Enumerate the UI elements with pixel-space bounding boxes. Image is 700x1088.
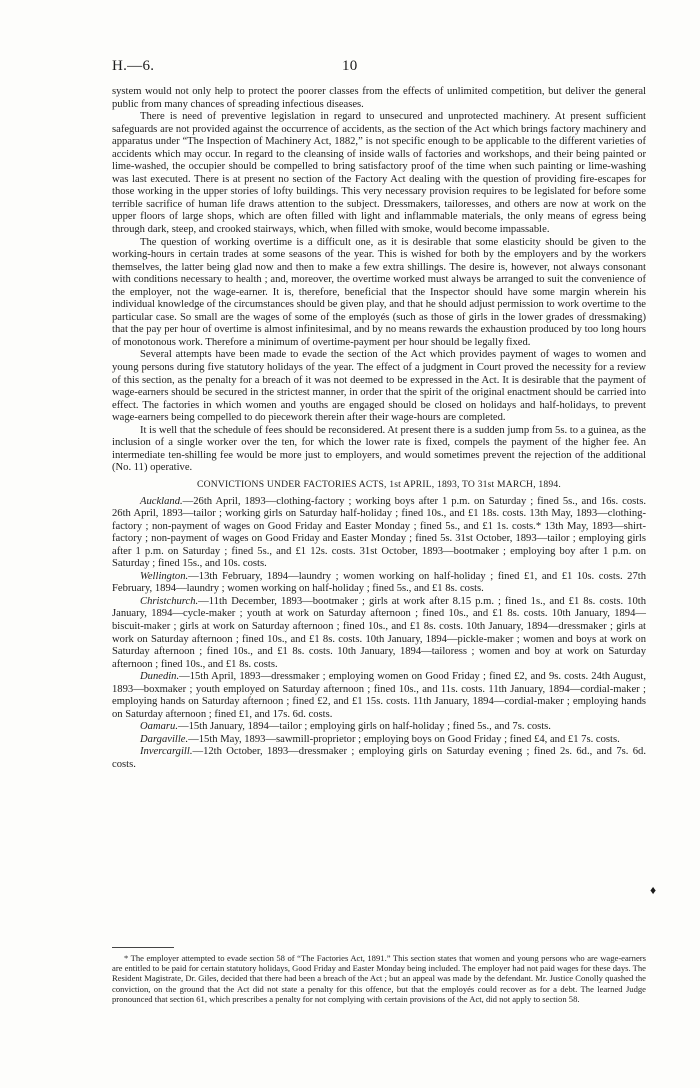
footnote-text: * The employer attempted to evade section 58 of “The Factories Act, 1891.” This section states that women and young persons who are wage-earners are entitled to be paid for certain statutory holidays, Good Friday and Easter Monday being included. The employer had not paid wages for these days. The Resident Magistrate, Dr. Giles, decided that there had been a breach of the Act ; but an appeal was made by the defendant. Mr. Justice Conolly quashed the conviction, on the ground that the Act did not state a penalty for this offence, but that the employés could recover as for a debt. The learned Judge pronounced that section 61, which prescribes a penalty for not complying with certain provisions of the Act, did not apply to section 58. [112,953,646,1004]
conviction-entry [112,496,646,571]
conviction-text: —15th January, 1894—tailor ; employing girls on half-holiday ; fined 5s., and 7s. costs. [177,721,551,733]
conviction-text: —15th April, 1893—dressmaker ; employing women on Good Friday ; fined £2, and 9s. costs. 24th August, 1893—boxmaker ; youth employed on Saturday afternoon ; fined 10s., and 11s. costs. 11th January, 1894—cordial-maker ; employing hands on Saturday afternoon ; fined £2, and £1 15s. costs. 11th January, 1894—cordial-maker ; employing hands on Saturday afternoon ; fined £1, and 17s. 6d. costs. [112,671,646,720]
footnote [112,953,646,1004]
conviction-entry [112,746,646,771]
conviction-place: Wellington. [140,570,189,582]
conviction-entry [112,721,646,734]
report-code: H.—6. [112,58,155,74]
paragraph: There is need of preventive legislation in regard to unsecured and unprotected machinery. At present sufficient safeguards are not provided against the occurrence of accidents, as the section of the Act which brings factory machinery and apparatus under “The Inspection of Machinery Act, 1882,” is not specific enough to be applicable to the different varieties of accidents which may occur. In regard to the cleansing of inside walls of factories and workshops, and their being painted or lime-washed, the occupier should be compelled to bring satisfactory proof of the time when such painting or lime-washing was last executed. There is at present no section of the Factory Act dealing with the question of providing fire-escapes for those working in the upper stories of lofty buildings. This very necessary provision requires to be legislated for before some terrible sacrifice of human life draws attention to the subject. Dressmakers, tailoresses, and others are now at work on the upper floors of large shops, which are often filled with light and inflammable materials, the only means of egress being through dark, steep, and crooked stairways, which, when filled with smoke, would become impassable. [112,111,646,236]
convictions-heading: CONVICTIONS UNDER FACTORIES ACTS, 1st APRIL, 1893, TO 31st MARCH, 1894. [197,478,561,490]
conviction-place: Christchurch. [140,595,199,607]
conviction-place: Oamaru. [140,721,178,733]
conviction-entry [112,596,646,671]
margin-mark: ♦ [650,883,657,897]
conviction-text: —26th April, 1893—clothing-factory ; working boys after 1 p.m. on Saturday ; fined 5s., and 16s. costs. 26th April, 1893—tailor ; working girls on Saturday half-holiday ; fined 10s., and £1 18s. costs. 13th May, 1893—clothing-factory ; non-payment of wages on Good Friday and Easter Monday ; fined 5s., and £1 1s. costs.* 13th May, 1893—shirt-factory ; non-payment of wages on Good Friday and Easter Monday ; fined 5s. 31st October, 1893—tailor ; employing girls after 1 p.m. on Saturday ; fined 5s., and £1 12s. costs. 31st October, 1893—bootmaker ; employing boy after 1 p.m. on Saturday ; fined 15s., and 10s. costs. [112,495,646,570]
conviction-text: —13th February, 1894—laundry ; women working on half-holiday ; fined £1, and £1 10s. costs. 27th February, 1894—laundry ; women working on half-holiday ; fined 5s., and £1 8s. costs. [112,570,646,595]
paragraph: The question of working overtime is a difficult one, as it is desirable that some elasticity should be given to the working-hours in certain trades at some seasons of the year. This is wished for both by the employers and by the workers themselves, the latter being glad now and then to make a few extra shillings. The desire is, however, not always consonant with conditions necessary to health ; and, moreover, the overtime worked must always be arranged to suit the convenience of the employer, not the wage-earner. It is, therefore, beneficial that the Inspector should have some margin wherein his individual knowledge of the circumstances should be given play, and that he should adjust permission to work overtime to the particular case. So small are the wages of some of the employés (such as those of girls in the lower grades of dressmaking) that the pay per hour of overtime is almost infinitesimal, and by no means rewards the exhaustion produced by too long hours of monotonous work. Therefore a minimum of overtime-payment per hour should be legally fixed. [112,236,646,348]
paragraph: Several attempts have been made to evade the section of the Act which provides payment of wages to women and young persons during five statutory holidays of the year. The effect of a judgment in Court proved the necessity for a review of this section, as the penalty for a breach of it was not deemed to be expressed in the Act. It is desirable that the payment of wage-earners should be secured in the strictest manner, in order that the spirit of the original enactment should be carried into effect. The factories in which women and youths are engaged should be closed on holidays and half-holidays, to prevent wage-earners being compelled to do piecework therein after their wage-hours are completed. [112,349,646,424]
conviction-text: —12th October, 1893—dressmaker ; employing girls on Saturday evening ; fined 2s. 6d., and 7s. 6d. costs. [112,746,646,770]
conviction-entry [112,671,646,721]
conviction-text: —11th December, 1893—bootmaker ; girls at work after 8.15 p.m. ; fined 1s., and £1 8s. costs. 10th January, 1894—cycle-maker ; youth at work on Saturday afternoon ; fined 10s., and £1 8s. costs. 10th January, 1894—biscuit-maker ; girls at work on Saturday afternoon ; fined 10s., and £1 8s. costs. 10th January, 1894—dressmaker ; girls at work on Saturday afternoon ; fined 10s., and £1 8s. costs. 10th January, 1894—pickle-maker ; women and boys at work on Saturday afternoon ; fined 10s., and £1 8s. costs. 10th January, 1894—tailoress ; women and boy at work on Saturday afternoon ; fined 10s., and £1 8s. costs. [112,595,646,670]
page-number: 10 [342,58,358,74]
conviction-entry [112,571,646,596]
paragraph: system would not only help to protect the poorer classes from the effects of unlimited competition, but deliver the general public from many chances of spreading infectious diseases. [112,86,646,110]
paragraph: It is well that the schedule of fees should be reconsidered. At present there is a sudden jump from 5s. to a guinea, as the inclusion of a single worker over the ten, for which the lower rate is fixed, compels the payment of the higher fee. An intermediate ten-shilling fee would be more just to employers, and would sometimes prevent the rejection of the additional (No. 11) operative. [112,424,646,474]
conviction-place: Invercargill. [140,746,193,758]
footnote-divider [112,947,174,948]
conviction-place: Dunedin. [140,671,180,683]
conviction-place: Auckland. [140,495,183,507]
conviction-entry [112,734,646,747]
conviction-place: Dargaville. [140,733,189,745]
main-text [112,86,646,772]
conviction-text: —15th May, 1893—sawmill-proprietor ; employing boys on Good Friday ; fined £4, and £1 7s. costs. [188,733,620,745]
